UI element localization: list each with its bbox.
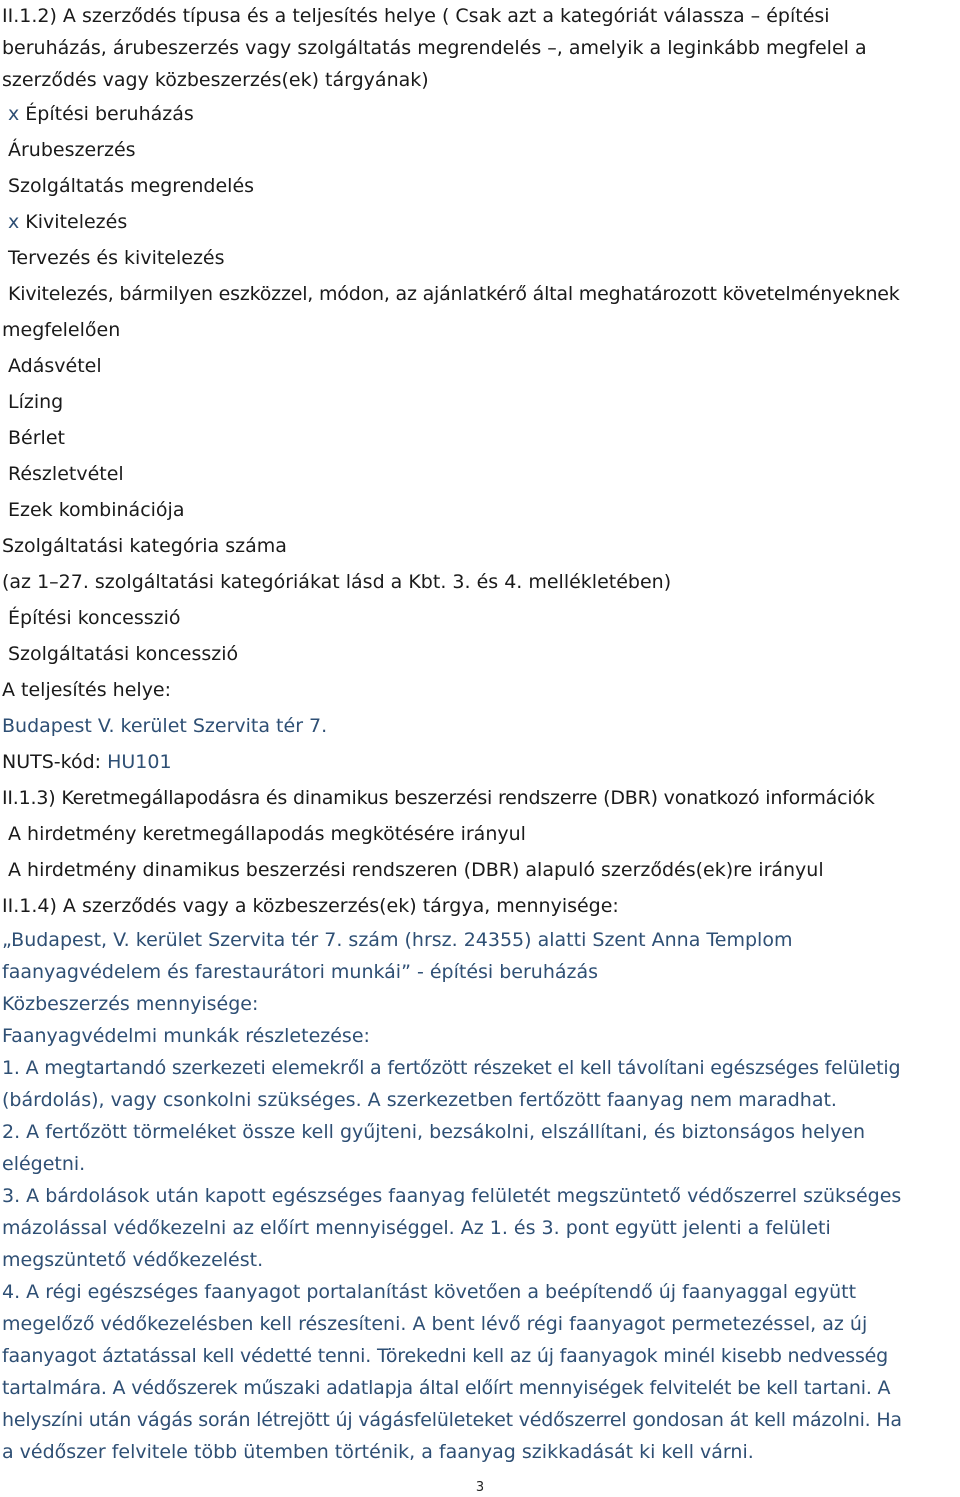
body-line: megszüntető védőkezelést. bbox=[2, 1249, 264, 1271]
option-item bbox=[2, 168, 960, 204]
body-line: 1. A megtartandó szerkezeti elemekről a fertőzött részeket el kell távolítani egészséges felületig bbox=[2, 1057, 901, 1079]
quantity-label: Közbeszerzés mennyisége: bbox=[2, 993, 259, 1015]
body-line: 2. A fertőzött törmeléket össze kell gyűjteni, bezsákolni, elszállítani, és biztonságos helyen bbox=[2, 1121, 866, 1143]
checked-mark: x bbox=[8, 211, 20, 233]
option-label: Tervezés és kivitelezés bbox=[8, 247, 225, 269]
details-label: Faanyagvédelmi munkák részletezése: bbox=[2, 1025, 370, 1047]
option-item: A hirdetmény dinamikus beszerzési rendszeren (DBR) alapuló szerződés(ek)re irányul bbox=[8, 859, 824, 881]
body-line: megelőző védőkezelésben kell részesíteni. A bent lévő régi faanyagot permetezéssel, az új bbox=[2, 1313, 868, 1335]
option-label: Árubeszerzés bbox=[8, 139, 136, 161]
nuts-value: HU101 bbox=[107, 751, 172, 773]
nuts-label: NUTS-kód: bbox=[2, 751, 102, 773]
service-category-label: Szolgáltatási kategória száma bbox=[2, 535, 287, 557]
place-value: Budapest V. kerület Szervita tér 7. bbox=[2, 715, 328, 737]
place-label: A teljesítés helye: bbox=[2, 679, 172, 701]
body-line: mázolással védőkezelni az előírt mennyiséggel. Az 1. és 3. pont együtt jelenti a felületi bbox=[2, 1217, 831, 1239]
checked-mark: x bbox=[8, 103, 20, 125]
option-item bbox=[2, 240, 960, 276]
subject-title-line: „Budapest, V. kerület Szervita tér 7. szám (hrsz. 24355) alatti Szent Anna Templom bbox=[2, 929, 793, 951]
body-line: faanyagot áztatással kell védetté tenni. Törekedni kell az új faanyagok minél kisebb nedvesség bbox=[2, 1345, 889, 1367]
body-line: helyszíni után vágás során létrejött új vágásfelületeket védőszerrel gondosan át kell mázolni. Ha bbox=[2, 1409, 902, 1431]
option-item: Adásvétel bbox=[8, 355, 102, 377]
section-heading: II.1.4) A szerződés vagy a közbeszerzés(ek) tárgya, mennyisége: bbox=[2, 895, 619, 917]
option-item bbox=[2, 132, 960, 168]
concession-item: Építési koncesszió bbox=[8, 607, 181, 629]
body-line: 4. A régi egészséges faanyagot portalanítást követően a beépítendő új faanyaggal együtt bbox=[2, 1281, 857, 1303]
option-label: Szolgáltatás megrendelés bbox=[8, 175, 255, 197]
body-line: tartalmára. A védőszerek műszaki adatlapja által előírt mennyiségek felvitelét be kell tartani. A bbox=[2, 1377, 891, 1399]
section-heading: II.1.3) Keretmegállapodásra és dinamikus beszerzési rendszerre (DBR) vonatkozó információk bbox=[2, 787, 875, 809]
body-line: elégetni. bbox=[2, 1153, 86, 1175]
option-continuation: megfelelően bbox=[2, 319, 121, 341]
option-item: Ezek kombinációja bbox=[8, 499, 185, 521]
option-label: Építési beruházás bbox=[25, 103, 194, 125]
body-line: (bárdolás), vagy csonkolni szükséges. A szerkezetben fertőzött faanyag nem maradhat. bbox=[2, 1089, 837, 1111]
section-heading-line: szerződés vagy közbeszerzés(ek) tárgyának) bbox=[2, 69, 429, 91]
option-label: Kivitelezés, bármilyen eszközzel, módon, az ajánlatkérő által meghatározott követelményeknek bbox=[8, 283, 900, 305]
service-category-note: (az 1–27. szolgáltatási kategóriákat lásd a Kbt. 3. és 4. mellékletében) bbox=[2, 571, 672, 593]
page-number: 3 bbox=[475, 1480, 485, 1495]
option-label: Kivitelezés bbox=[25, 211, 128, 233]
nuts-row bbox=[2, 744, 960, 780]
option-item bbox=[2, 96, 960, 132]
option-item: Részletvétel bbox=[8, 463, 124, 485]
concession-item: Szolgáltatási koncesszió bbox=[8, 643, 239, 665]
option-item bbox=[2, 204, 960, 240]
section-heading-line: II.1.2) A szerződés típusa és a teljesítés helye ( Csak azt a kategóriát válassza – építési bbox=[2, 5, 830, 27]
option-item bbox=[2, 276, 960, 312]
option-item: Lízing bbox=[8, 391, 64, 413]
section-heading-line: beruházás, árubeszerzés vagy szolgáltatás megrendelés –, amelyik a leginkább megfelel a bbox=[2, 37, 867, 59]
option-item: A hirdetmény keretmegállapodás megkötésére irányul bbox=[8, 823, 526, 845]
body-line: 3. A bárdolások után kapott egészséges faanyag felületét megszüntető védőszerrel szükséges bbox=[2, 1185, 902, 1207]
option-item: Bérlet bbox=[8, 427, 65, 449]
body-line: a védőszer felvitele több ütemben történik, a faanyag szikkadását ki kell várni. bbox=[2, 1441, 754, 1463]
subject-title-line: faanyagvédelem és farestaurátori munkái” - építési beruházás bbox=[2, 961, 599, 983]
